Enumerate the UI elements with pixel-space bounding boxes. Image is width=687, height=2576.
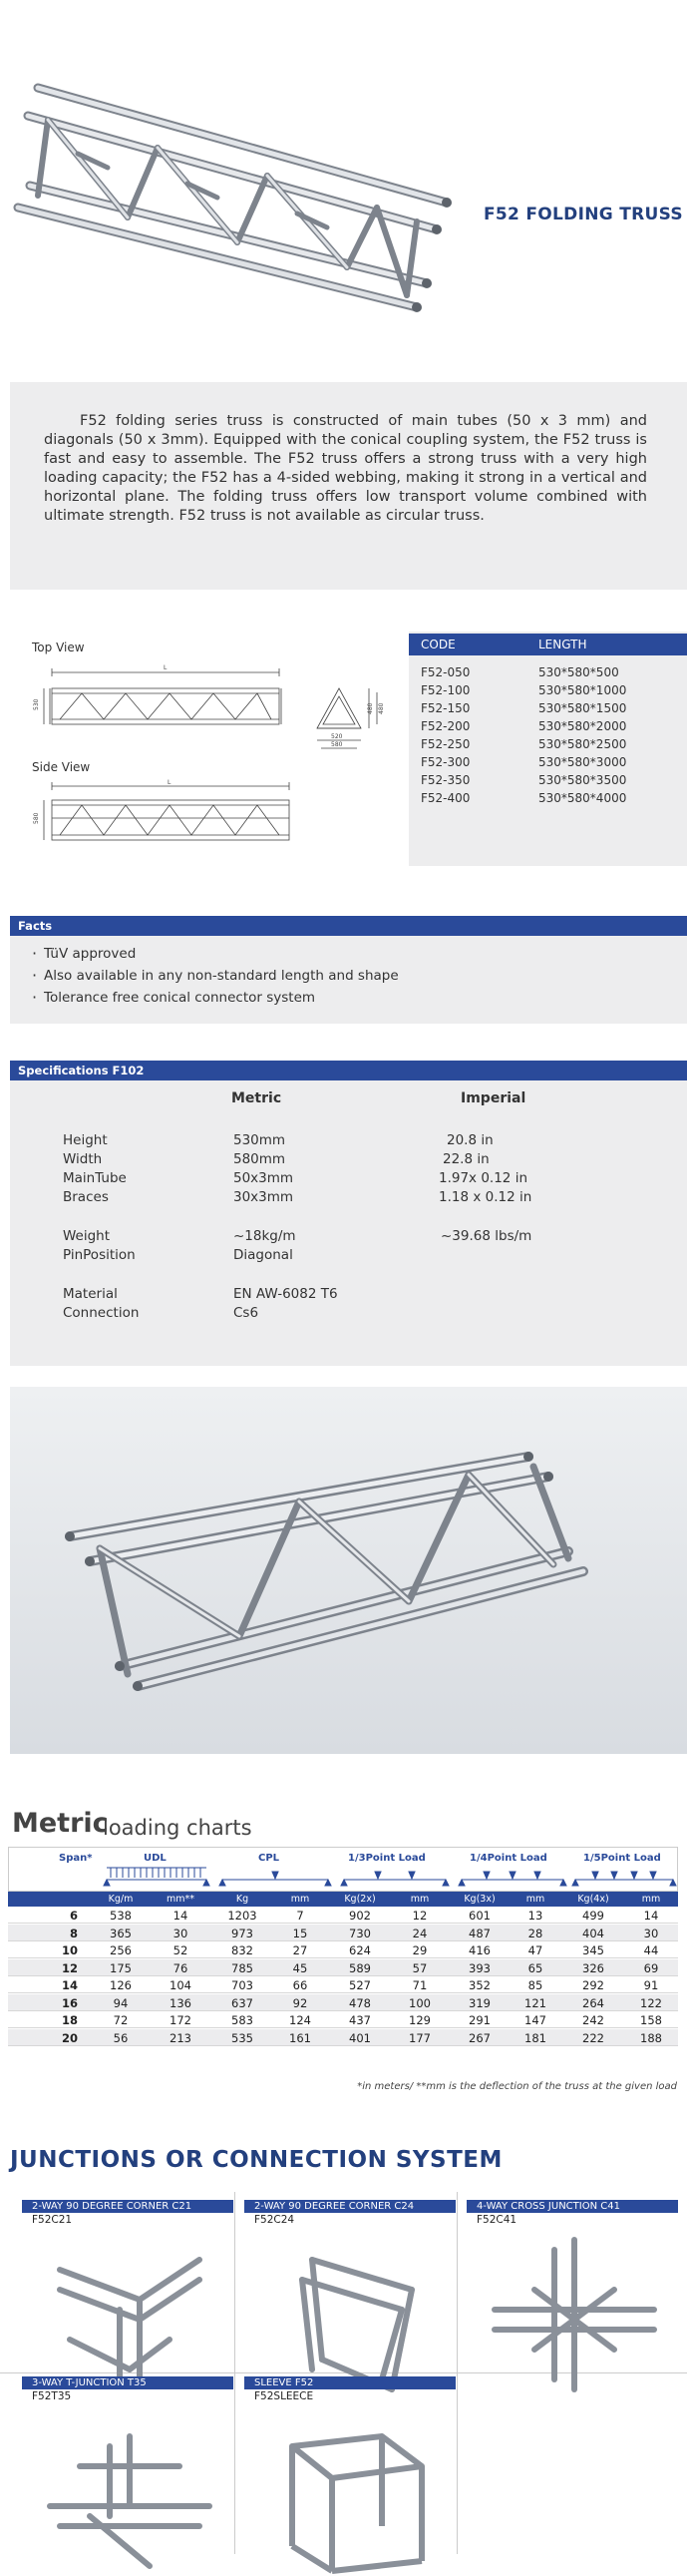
- load-cell: 326: [582, 1960, 604, 1975]
- load-cell: 147: [524, 2013, 546, 2027]
- junction-label: 3-WAY T-JUNCTION T35: [22, 2376, 233, 2389]
- load-cell: 365: [110, 1926, 132, 1940]
- load-cell: 401: [349, 2030, 371, 2045]
- page-title: F52 FOLDING TRUSS: [484, 205, 683, 224]
- load-cell: 177: [409, 2030, 431, 2045]
- load-cell: 122: [640, 1995, 662, 2010]
- code-cell: F52-350: [421, 773, 471, 787]
- code-row: [409, 665, 687, 683]
- load-cell: 478: [349, 1995, 371, 2010]
- load-cell: 15: [292, 1926, 308, 1940]
- truss-hero-image: [8, 58, 467, 327]
- junction-code: F52C41: [477, 2214, 517, 2226]
- metric-title: Metric: [12, 1808, 109, 1839]
- junction-code: F52C24: [254, 2214, 295, 2226]
- loading-table-units: [8, 1892, 678, 1907]
- junction-c24: [232, 2200, 458, 2399]
- load-cell: 601: [469, 1909, 491, 1923]
- load-cell: 902: [349, 1909, 371, 1923]
- junction-label: 4-WAY CROSS JUNCTION C41: [467, 2200, 678, 2213]
- unit-cell: Kg(3x): [464, 1894, 496, 1905]
- length-cell: 530*580*1000: [538, 683, 627, 697]
- spec-imperial: 22.8 in: [443, 1151, 490, 1167]
- load-cell: 538: [110, 1909, 132, 1923]
- load-cell: 416: [469, 1943, 491, 1957]
- load-cell: 45: [292, 1960, 308, 1975]
- span-cell: 14: [61, 1978, 78, 1992]
- length-cell: 530*580*2500: [538, 737, 627, 751]
- load-cell: 91: [643, 1978, 659, 1992]
- unit-cell: Kg/m: [108, 1894, 134, 1905]
- dim-480: 480: [367, 702, 374, 714]
- metric-column-header: Metric: [231, 1090, 282, 1106]
- table-row: [8, 1941, 678, 1958]
- code-table-header: [409, 634, 687, 655]
- load-cell: 14: [172, 1909, 188, 1923]
- table-row: [8, 1959, 678, 1976]
- load-cell: 27: [292, 1943, 308, 1957]
- truss-photo: [10, 1387, 687, 1754]
- spec-label: MainTube: [63, 1170, 127, 1186]
- load-cell: 94: [113, 1995, 129, 2010]
- code-cell: F52-250: [421, 737, 471, 751]
- length-cell: 530*580*2000: [538, 719, 627, 733]
- code-cell: F52-150: [421, 701, 471, 715]
- dim-530-top: 530: [33, 698, 40, 710]
- load-cell: 703: [231, 1978, 253, 1992]
- side-view-drawing: [33, 778, 319, 853]
- load-cell: 66: [292, 1978, 308, 1992]
- dim-l-top: L: [164, 664, 168, 671]
- load-cell: 30: [172, 1926, 188, 1940]
- specifications-panel: [10, 1080, 687, 1366]
- code-row: [409, 791, 687, 809]
- load-cell: 12: [412, 1909, 428, 1923]
- load-cell: 85: [527, 1978, 543, 1992]
- junction-code: F52T35: [32, 2390, 72, 2402]
- code-length-table: [409, 632, 687, 866]
- load-cell: 158: [640, 2013, 662, 2027]
- load-cell: 256: [110, 1943, 132, 1957]
- load-cell: 52: [172, 1943, 188, 1957]
- load-cell: 57: [412, 1960, 428, 1975]
- description-panel: [10, 382, 687, 590]
- junction-sleeve: [232, 2376, 458, 2576]
- span-cell: 18: [61, 2013, 78, 2027]
- udl-header: UDL: [144, 1853, 167, 1864]
- facts-panel: [10, 936, 687, 1024]
- load-cell: 583: [231, 2013, 253, 2027]
- junction-code: F52SLEECE: [254, 2390, 314, 2402]
- load-cell: 242: [582, 2013, 604, 2027]
- spec-metric: Diagonal: [233, 1247, 293, 1263]
- load-cell: 785: [231, 1960, 253, 1975]
- load-cell: 136: [170, 1995, 191, 2010]
- code-cell: F52-300: [421, 755, 471, 769]
- length-cell: 530*580*3000: [538, 755, 627, 769]
- metric-subtitle: loading charts: [103, 1816, 252, 1840]
- junction-label: 2-WAY 90 DEGREE CORNER C21: [22, 2200, 233, 2213]
- load-cell: 121: [524, 1995, 546, 2010]
- load-cell: 56: [113, 2030, 129, 2045]
- code-row: [409, 773, 687, 791]
- load-cell: 47: [527, 1943, 543, 1957]
- load-cell: 175: [110, 1960, 132, 1975]
- table-row: [8, 1976, 678, 1993]
- load-cell: 124: [289, 2013, 311, 2027]
- load-cell: 637: [231, 1995, 253, 2010]
- junction-code: F52C21: [32, 2214, 73, 2226]
- load-cell: 72: [113, 2013, 129, 2027]
- spec-metric: 30x3mm: [233, 1189, 294, 1205]
- cross-junction-icon: [485, 2230, 664, 2399]
- junction-label: SLEEVE F52: [244, 2376, 456, 2389]
- span-cell: 6: [69, 1909, 78, 1923]
- junctions-title: JUNCTIONS OR CONNECTION SYSTEM: [10, 2147, 503, 2173]
- spec-metric: 530mm: [233, 1132, 286, 1148]
- spec-metric: 50x3mm: [233, 1170, 294, 1186]
- spec-imperial: 1.97x 0.12 in: [439, 1170, 527, 1186]
- load-cell: 65: [527, 1960, 543, 1975]
- load-cell: 181: [524, 2030, 546, 2045]
- load-cell: 126: [110, 1978, 132, 1992]
- load-cell: 267: [469, 2030, 491, 2045]
- code-row: [409, 755, 687, 773]
- corner-junction-icon: [40, 2230, 219, 2399]
- load-cell: 30: [643, 1926, 659, 1940]
- third-point-header: 1/3Point Load: [348, 1853, 426, 1864]
- load-cell: 393: [469, 1960, 491, 1975]
- code-cell: F52-200: [421, 719, 471, 733]
- load-cell: 535: [231, 2030, 253, 2045]
- unit-cell: mm**: [166, 1894, 194, 1905]
- loading-table-header: [8, 1847, 678, 1892]
- table-row: [8, 2029, 678, 2046]
- top-view-drawing: [33, 658, 389, 753]
- unit-cell: Kg(2x): [344, 1894, 376, 1905]
- load-cell: 345: [582, 1943, 604, 1957]
- junction-t35: [10, 2376, 235, 2576]
- cpl-header: CPL: [258, 1853, 280, 1864]
- load-cell: 527: [349, 1978, 371, 1992]
- span-header: Span*: [59, 1853, 93, 1864]
- t-junction-icon: [40, 2406, 219, 2576]
- load-cell: 352: [469, 1978, 491, 1992]
- fact-item: · TüV approved: [44, 946, 136, 962]
- load-cell: 92: [292, 1995, 308, 2010]
- load-cell: 222: [582, 2030, 604, 2045]
- code-cell: F52-100: [421, 683, 471, 697]
- spec-metric: Cs6: [233, 1305, 259, 1321]
- unit-cell: mm: [410, 1894, 430, 1905]
- facts-title: Facts: [18, 919, 53, 933]
- load-diagrams: [9, 1862, 679, 1892]
- junction-c21: [10, 2200, 235, 2399]
- imperial-column-header: Imperial: [461, 1090, 526, 1106]
- load-cell: 213: [170, 2030, 191, 2045]
- description-text: F52 folding series truss is constructed of main tubes (50 x 3 mm) and diagonals (50 x 3mm). Equipped with the conical coupling system, the F52 truss is fast and easy to assemble. The F52 truss offers a strong truss with a very high loading capacity; the F52 has a 4-sided webbing, making it strong in a vertical and horizontal plane. The folding truss offers low transport volume combined with ultimate strength. F52 truss is not available as circular truss.: [44, 413, 647, 524]
- load-cell: 292: [582, 1978, 604, 1992]
- load-cell: 188: [640, 2030, 662, 2045]
- load-cell: 28: [527, 1926, 543, 1940]
- span-cell: 8: [69, 1926, 78, 1940]
- code-cell: F52-400: [421, 791, 471, 805]
- spec-imperial: ~39.68 lbs/m: [441, 1228, 532, 1244]
- spec-label: Weight: [63, 1228, 111, 1244]
- load-cell: 487: [469, 1926, 491, 1940]
- table-row: [8, 1925, 678, 1941]
- code-row: [409, 683, 687, 701]
- span-cell: 10: [61, 1943, 78, 1957]
- side-view-label: Side View: [32, 760, 91, 774]
- quarter-point-header: 1/4Point Load: [470, 1853, 547, 1864]
- spec-imperial: 20.8 in: [447, 1132, 494, 1148]
- code-row: [409, 701, 687, 719]
- load-cell: 13: [527, 1909, 543, 1923]
- load-cell: 71: [412, 1978, 428, 1992]
- dim-l-side: L: [168, 779, 172, 786]
- code-column-header: CODE: [421, 638, 456, 651]
- span-cell: 20: [61, 2030, 78, 2045]
- load-cell: 624: [349, 1943, 371, 1957]
- load-cell: 44: [643, 1943, 659, 1957]
- load-cell: 69: [643, 1960, 659, 1975]
- spec-metric: EN AW-6082 T6: [233, 1286, 338, 1302]
- load-cell: 1203: [227, 1909, 257, 1923]
- span-cell: 16: [61, 1995, 78, 2010]
- spec-label: Connection: [63, 1305, 140, 1321]
- spec-label: Width: [63, 1151, 103, 1167]
- dim-580: 580: [331, 741, 343, 748]
- load-cell: 291: [469, 2013, 491, 2027]
- spec-metric: ~18kg/m: [233, 1228, 296, 1244]
- load-cell: 319: [469, 1995, 491, 2010]
- unit-cell: Kg(4x): [577, 1894, 609, 1905]
- load-cell: 100: [409, 1995, 431, 2010]
- load-cell: 172: [170, 2013, 191, 2027]
- unit-cell: mm: [290, 1894, 310, 1905]
- fact-item: · Tolerance free conical connector system: [44, 990, 315, 1006]
- loading-table-footnote: *in meters/ **mm is the deflection of the truss at the given load: [357, 2081, 677, 2092]
- load-cell: 24: [412, 1926, 428, 1940]
- truss-photo-graphic: [10, 1387, 687, 1754]
- fifth-point-header: 1/5Point Load: [583, 1853, 661, 1864]
- table-row: [8, 1907, 678, 1924]
- code-cell: F52-050: [421, 665, 471, 679]
- junction-c41: [455, 2200, 680, 2399]
- specifications-title: Specifications F102: [18, 1064, 145, 1077]
- top-view-label: Top View: [32, 641, 85, 654]
- corner-junction-icon: [262, 2230, 442, 2399]
- load-cell: 104: [170, 1978, 191, 1992]
- load-cell: 499: [582, 1909, 604, 1923]
- span-cell: 12: [61, 1960, 78, 1975]
- length-cell: 530*580*1500: [538, 701, 627, 715]
- spec-label: Braces: [63, 1189, 109, 1205]
- unit-cell: mm: [641, 1894, 661, 1905]
- spec-metric: 580mm: [233, 1151, 286, 1167]
- code-row: [409, 719, 687, 737]
- length-column-header: LENGTH: [538, 638, 587, 651]
- load-cell: 161: [289, 2030, 311, 2045]
- length-cell: 530*580*3500: [538, 773, 627, 787]
- length-cell: 530*580*500: [538, 665, 619, 679]
- fact-item: · Also available in any non-standard length and shape: [44, 968, 399, 984]
- length-cell: 530*580*4000: [538, 791, 627, 805]
- spec-label: Material: [63, 1286, 118, 1302]
- load-cell: 437: [349, 2013, 371, 2027]
- load-cell: 832: [231, 1943, 253, 1957]
- load-cell: 76: [172, 1960, 188, 1975]
- load-cell: 7: [296, 1909, 304, 1923]
- load-cell: 264: [582, 1995, 604, 2010]
- load-cell: 404: [582, 1926, 604, 1940]
- dim-520: 520: [331, 733, 343, 740]
- unit-cell: mm: [525, 1894, 545, 1905]
- spec-label: Height: [63, 1132, 108, 1148]
- dim-480b: 480: [378, 702, 385, 714]
- load-cell: 29: [412, 1943, 428, 1957]
- table-row: [8, 1994, 678, 2011]
- code-row: [409, 737, 687, 755]
- sleeve-icon: [262, 2406, 442, 2576]
- junction-label: 2-WAY 90 DEGREE CORNER C24: [244, 2200, 456, 2213]
- load-cell: 730: [349, 1926, 371, 1940]
- dim-580-side: 580: [33, 812, 40, 824]
- load-cell: 589: [349, 1960, 371, 1975]
- load-cell: 973: [231, 1926, 253, 1940]
- facts-header: [10, 916, 687, 936]
- load-cell: 129: [409, 2013, 431, 2027]
- load-cell: 14: [643, 1909, 659, 1923]
- unit-cell: Kg: [235, 1894, 249, 1905]
- table-row: [8, 2011, 678, 2028]
- specifications-header: [10, 1061, 687, 1080]
- spec-imperial: 1.18 x 0.12 in: [439, 1189, 532, 1205]
- spec-label: PinPosition: [63, 1247, 136, 1263]
